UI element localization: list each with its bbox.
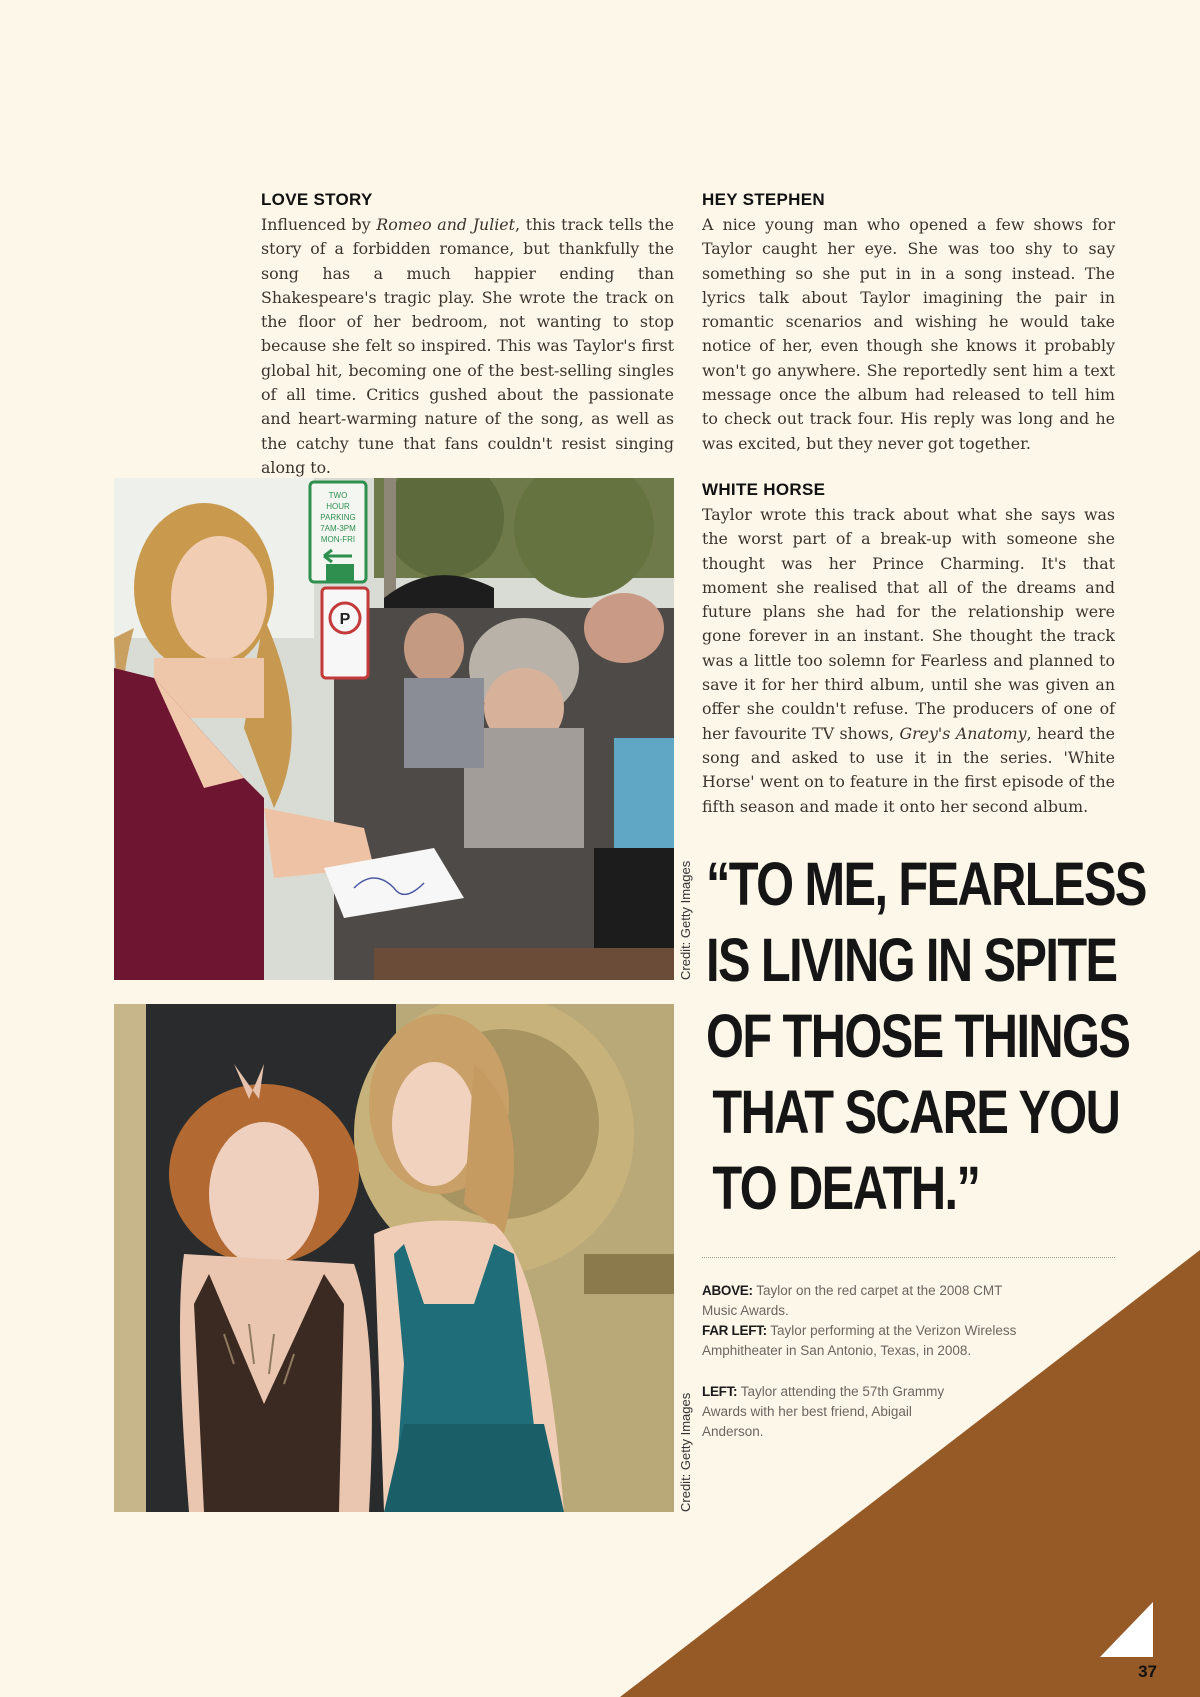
white-horse-heading: WHITE HORSE xyxy=(702,480,826,499)
pull-quote-line: THAT SCARE YOU xyxy=(712,1078,1120,1146)
photo-signing-autographs xyxy=(114,478,674,980)
parking-sign-line: HOUR xyxy=(326,502,350,511)
caption-label: ABOVE: xyxy=(702,1283,753,1298)
parking-sign-line: 7AM-3PM xyxy=(320,524,356,533)
pull-quote-line: “TO ME, FEARLESS xyxy=(706,850,1146,918)
love-story-title-ref: Romeo and Juliet xyxy=(376,215,516,234)
photo-credit-bottom: Credit: Getty Images xyxy=(678,1392,693,1512)
svg-text:P: P xyxy=(339,611,351,628)
love-story-text-a: Influenced by xyxy=(261,215,377,234)
photo-grammy-awards xyxy=(114,1004,674,1512)
hey-stephen-heading: HEY STEPHEN xyxy=(702,190,825,209)
caption-label: LEFT: xyxy=(702,1384,738,1399)
caption-left xyxy=(702,1382,952,1442)
pull-quote xyxy=(706,846,1146,1226)
pull-quote-line: OF THOSE THINGS xyxy=(706,1002,1130,1070)
love-story-text-b: , this track tells the story of a forbidden romance, but thankfully the song has a much happier ending than Shakespeare's tragic play. She wrote the track on the floor of her bedroom, not wanting to stop because she felt so inspired. This was Taylor's first global hit, becoming one of the best-selling singles of all time. Critics gushed about the passionate and heart-warming nature of the song, as well as the catchy tune that fans couldn't resist singing along to. xyxy=(261,215,674,477)
white-horse-show-ref: Grey's Anatomy xyxy=(899,723,1027,743)
white-horse-text xyxy=(702,503,1115,819)
caption-far-left xyxy=(702,1321,1022,1361)
caption-label: FAR LEFT: xyxy=(702,1323,767,1338)
parking-sign-line: TWO xyxy=(328,491,348,500)
hey-stephen-text: A nice young man who opened a few shows for Taylor caught her eye. She was too shy to say something so she put in in a song instead. The lyrics talk about Taylor imagining the pair in romantic scenarios and wishing he would take notice of her, even though she knows it probably won't go anywhere. She reportedly sent him a text message once the album had released to tell him to check out track four. His reply was long and he was excited, but they never got together. xyxy=(702,215,1115,453)
pull-quote-line: TO DEATH.” xyxy=(712,1154,980,1222)
caption-text: Taylor on the red carpet at the 2008 CMT Music Awards. xyxy=(702,1283,1003,1318)
pull-quote-line: IS LIVING IN SPITE xyxy=(706,926,1117,994)
caption-text: Taylor attending the 57th Grammy Awards with her best friend, Abigail Anderson. xyxy=(702,1384,945,1439)
love-story-text xyxy=(261,213,674,480)
caption-text: Taylor performing at the Verizon Wireless Amphitheater in San Antonio, Texas, in 2008. xyxy=(702,1323,1017,1358)
love-story-heading: LOVE STORY xyxy=(261,190,373,209)
caption-above xyxy=(702,1281,1022,1321)
parking-sign-line: MON-FRI xyxy=(320,535,356,544)
parking-sign-line: PARKING xyxy=(320,513,356,522)
white-horse-text-b: , heard the song and asked to use it in the series. 'White Horse' went on to feature in the first episode of the fifth season and made it onto her second album. xyxy=(702,723,1116,816)
page-number: 37 xyxy=(1138,1662,1157,1681)
white-horse-text-a: Taylor wrote this track about what she says was the worst part of a break-up with someone she thought was her Prince Charming. It's that moment she realised that all of the dreams and future plans she had for the relationship were gone forever in an instant. She thought the track was a little too solemn for Fearless and planned to save it for her third album, until she was given an offer she couldn't refuse. The producers of one of her favourite TV shows, xyxy=(702,505,1115,743)
photo-credit-top: Credit: Getty Images xyxy=(678,860,693,980)
caption-divider xyxy=(702,1257,1115,1258)
